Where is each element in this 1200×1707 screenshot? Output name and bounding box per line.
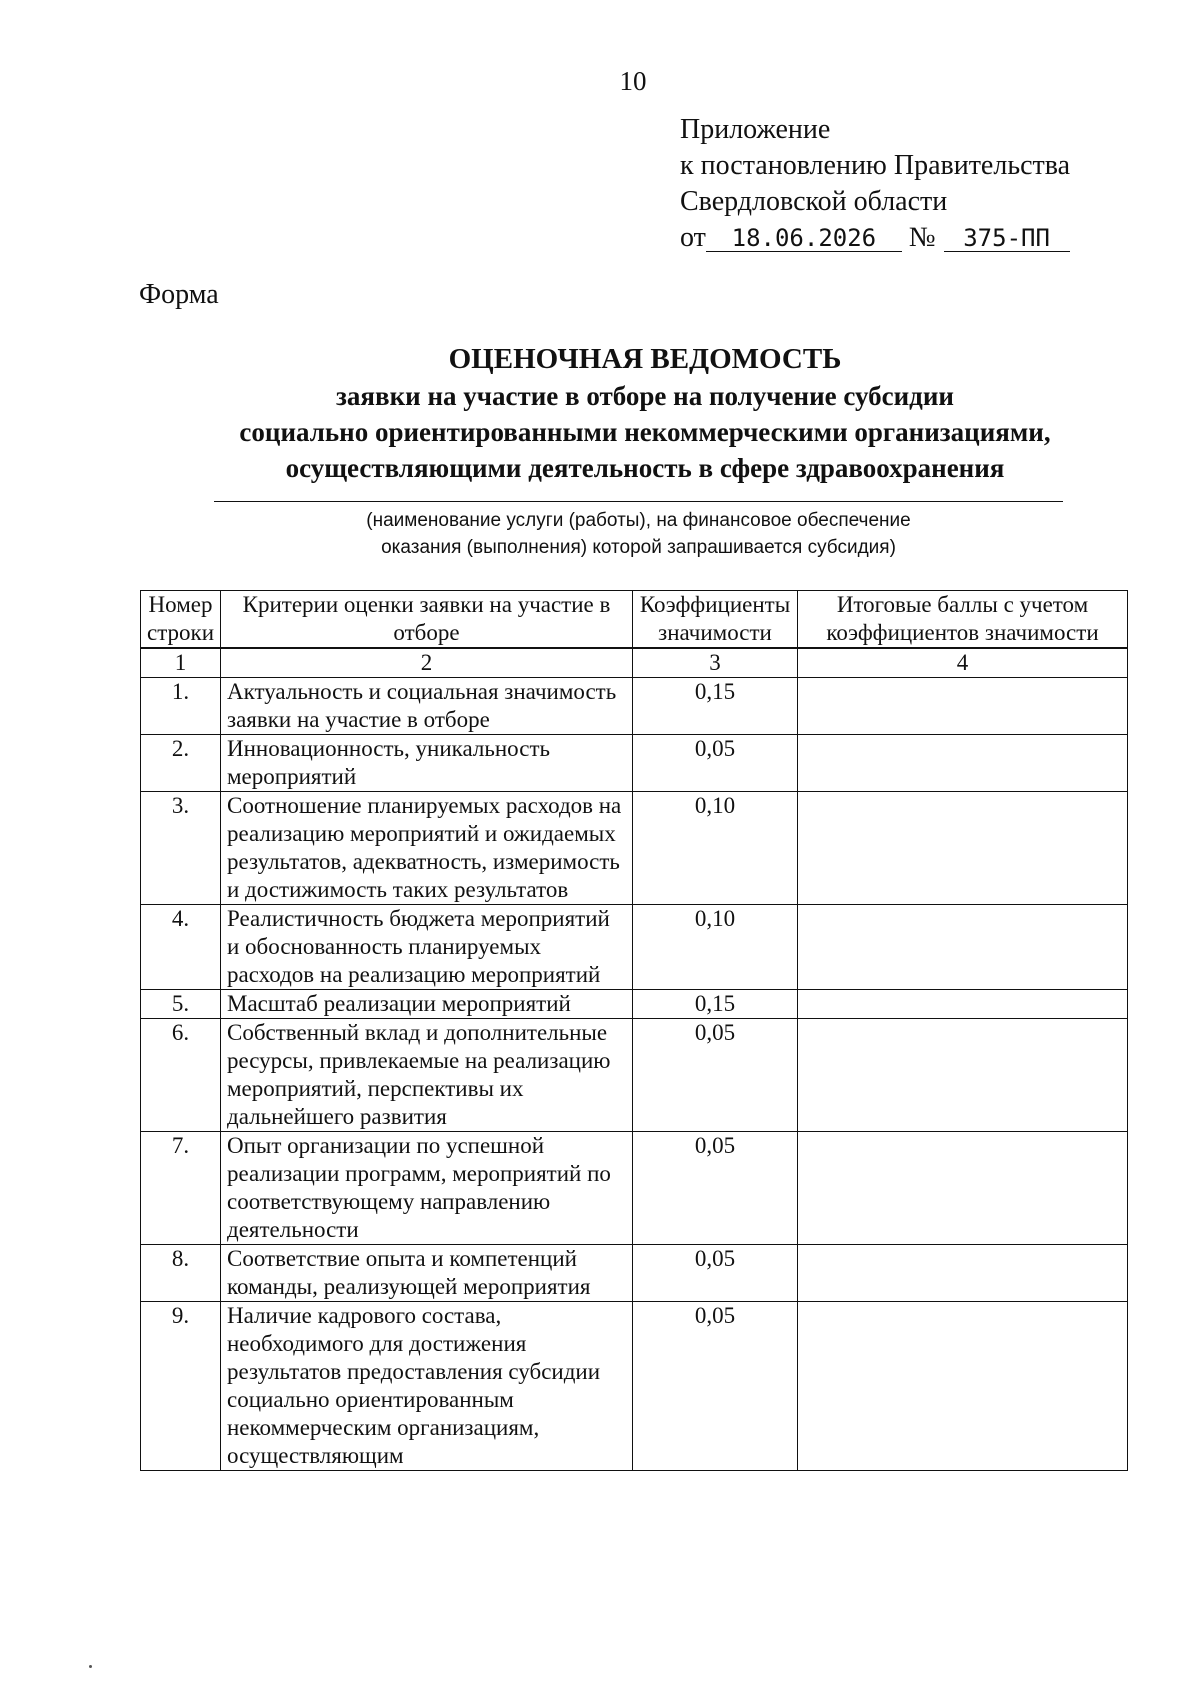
appendix-line-1: Приложение xyxy=(680,114,831,145)
document-title xyxy=(140,340,1150,486)
coefficient-value: 0,05 xyxy=(633,1019,798,1132)
row-number: 6. xyxy=(141,1019,221,1132)
coefficient-value: 0,05 xyxy=(633,1245,798,1302)
table-row xyxy=(141,1132,1128,1245)
appendix-date-line xyxy=(680,220,1070,256)
appendix-line-3: Свердловской области xyxy=(680,186,948,217)
score-cell[interactable] xyxy=(798,678,1128,735)
header-row-number: Номер строки xyxy=(141,591,221,648)
coefficient-value: 0,15 xyxy=(633,678,798,735)
score-cell[interactable] xyxy=(798,990,1128,1019)
score-cell[interactable] xyxy=(798,1245,1128,1302)
header-final-scores: Итоговые баллы с учетом коэффициентов значимости xyxy=(798,591,1128,648)
row-number: 7. xyxy=(141,1132,221,1245)
row-number: 1. xyxy=(141,678,221,735)
criterion-text: Актуальность и социальная значимость заявки на участие в отборе xyxy=(221,678,633,735)
number-sign: № xyxy=(908,222,936,253)
row-number: 3. xyxy=(141,792,221,905)
criterion-text: Соотношение планируемых расходов на реализацию мероприятий и ожидаемых результатов, адекватность, измеримость и достижимость таких результатов xyxy=(221,792,633,905)
column-index: 2 xyxy=(221,649,633,678)
table-row xyxy=(141,990,1128,1019)
appendix-line-2: к постановлению Правительства xyxy=(680,150,1071,181)
criterion-text: Наличие кадрового состава, необходимого для достижения результатов предоставления субсидии социально ориентированным некоммерческим организациям, осуществляющим xyxy=(221,1302,633,1471)
header-criteria: Критерии оценки заявки на участие в отборе xyxy=(221,591,633,648)
table-header-row xyxy=(141,591,1128,648)
coefficient-value: 0,10 xyxy=(633,905,798,990)
table-row xyxy=(141,678,1128,735)
resolution-date: 18.06.2026 xyxy=(706,225,902,252)
header-coefficients: Коэффициенты значимости xyxy=(633,591,798,648)
column-index: 3 xyxy=(633,649,798,678)
row-number: 2. xyxy=(141,735,221,792)
table-row xyxy=(141,905,1128,990)
criterion-text: Инновационность, уникальность мероприятий xyxy=(221,735,633,792)
evaluation-table xyxy=(140,590,1128,1471)
table-row xyxy=(141,735,1128,792)
title-main: ОЦЕНОЧНАЯ ВЕДОМОСТЬ xyxy=(448,343,842,375)
service-name-line xyxy=(214,501,1063,502)
caption-line-1: (наименование услуги (работы), на финансовое обеспечение xyxy=(366,510,911,531)
table-row xyxy=(141,1019,1128,1132)
column-index-row xyxy=(141,649,1128,678)
service-name-caption xyxy=(214,507,1063,561)
title-line-3: социально ориентированными некоммерческими организациями, xyxy=(239,417,1051,447)
date-prefix: от xyxy=(680,222,706,253)
score-cell[interactable] xyxy=(798,1302,1128,1471)
score-cell[interactable] xyxy=(798,735,1128,792)
coefficient-value: 0,05 xyxy=(633,1302,798,1471)
caption-line-2: оказания (выполнения) которой запрашивается субсидия) xyxy=(381,537,896,558)
column-index: 4 xyxy=(798,649,1128,678)
criterion-text: Опыт организации по успешной реализации программ, мероприятий по соответствующему направлению деятельности xyxy=(221,1132,633,1245)
resolution-number: 375-ПП xyxy=(944,225,1070,252)
table-row xyxy=(141,792,1128,905)
title-line-4: осуществляющими деятельность в сфере здравоохранения xyxy=(285,453,1005,483)
criterion-text: Соответствие опыта и компетенций команды, реализующей мероприятия xyxy=(221,1245,633,1302)
row-number: 5. xyxy=(141,990,221,1019)
row-number: 4. xyxy=(141,905,221,990)
row-number: 8. xyxy=(141,1245,221,1302)
table-row xyxy=(141,1302,1128,1471)
appendix-block xyxy=(680,112,1070,256)
score-cell[interactable] xyxy=(798,1132,1128,1245)
coefficient-value: 0,10 xyxy=(633,792,798,905)
scan-speck xyxy=(89,1665,92,1668)
table-row xyxy=(141,1245,1128,1302)
coefficient-value: 0,05 xyxy=(633,1132,798,1245)
page-number: 10 xyxy=(619,66,647,96)
criterion-text: Масштаб реализации мероприятий xyxy=(221,990,633,1019)
score-cell[interactable] xyxy=(798,792,1128,905)
form-label: Форма xyxy=(139,279,219,310)
criterion-text: Реалистичность бюджета мероприятий и обоснованность планируемых расходов на реализацию мероприятий xyxy=(221,905,633,990)
row-number: 9. xyxy=(141,1302,221,1471)
column-index: 1 xyxy=(141,649,221,678)
score-cell[interactable] xyxy=(798,1019,1128,1132)
score-cell[interactable] xyxy=(798,905,1128,990)
criterion-text: Собственный вклад и дополнительные ресурсы, привлекаемые на реализацию мероприятий, перспективы их дальнейшего развития xyxy=(221,1019,633,1132)
coefficient-value: 0,15 xyxy=(633,990,798,1019)
title-line-2: заявки на участие в отборе на получение субсидии xyxy=(336,381,954,411)
coefficient-value: 0,05 xyxy=(633,735,798,792)
